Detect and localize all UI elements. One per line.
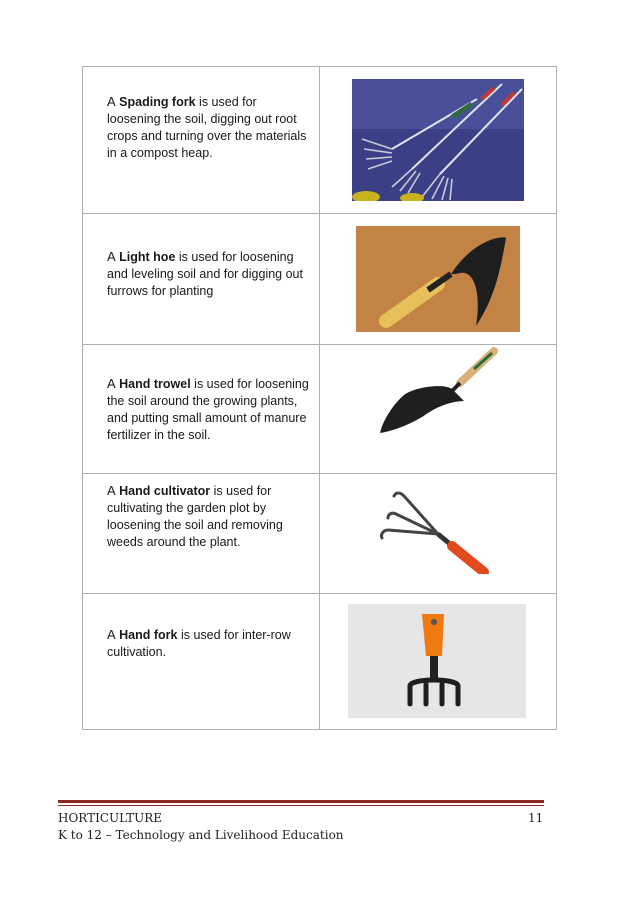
footer-rule — [58, 800, 544, 803]
table-row — [83, 345, 557, 474]
hand-cultivator-image — [374, 478, 492, 574]
page-number: 11 — [528, 811, 544, 825]
tool-image-cell — [320, 594, 557, 730]
tool-description-cell — [83, 345, 320, 474]
table-row — [83, 67, 557, 214]
hand-fork-image — [348, 604, 526, 718]
tool-description-cell — [83, 594, 320, 730]
tool-name: Hand fork — [119, 628, 178, 642]
table-row — [83, 594, 557, 730]
footer-program: K to 12 – Technology and Livelihood Education — [58, 828, 344, 842]
tool-text: is used for inter-row cultivation. — [107, 628, 291, 659]
tool-description-cell — [83, 214, 320, 345]
tool-article: A — [107, 94, 116, 109]
table-row — [83, 214, 557, 345]
light-hoe-image — [356, 226, 520, 332]
tool-name: Light hoe — [119, 250, 176, 264]
tool-image-cell — [320, 214, 557, 345]
tool-text: is used for cultivating the garden plot by loosening the soil and removing weeds around the plant. — [107, 484, 283, 549]
footer-rule-thin — [58, 805, 544, 806]
tool-name: Hand trowel — [119, 377, 191, 391]
tool-text: is used for loosening the soil around the growing plants, and putting small amount of manure fertilizer in the soil. — [107, 377, 309, 442]
tool-description-cell — [83, 67, 320, 214]
tool-article: A — [107, 627, 116, 642]
tools-table — [82, 66, 557, 730]
tool-name: Spading fork — [119, 95, 196, 109]
hand-trowel-image — [374, 347, 500, 437]
spading-fork-image — [352, 79, 524, 201]
tool-article: A — [107, 249, 116, 264]
tool-image-cell — [320, 67, 557, 214]
tool-image-cell — [320, 474, 557, 594]
footer-subject: HORTICULTURE — [58, 811, 163, 825]
tool-article: A — [107, 483, 116, 498]
tool-description-cell — [83, 474, 320, 594]
tool-article: A — [107, 376, 116, 391]
tool-name: Hand cultivator — [119, 484, 211, 498]
tool-text: is used for loosening the soil, digging out root crops and turning over the materials in a compost heap. — [107, 95, 307, 160]
tool-image-cell — [320, 345, 557, 474]
tool-text: is used for loosening and leveling soil and for digging out furrows for planting — [107, 250, 303, 298]
table-row — [83, 474, 557, 594]
